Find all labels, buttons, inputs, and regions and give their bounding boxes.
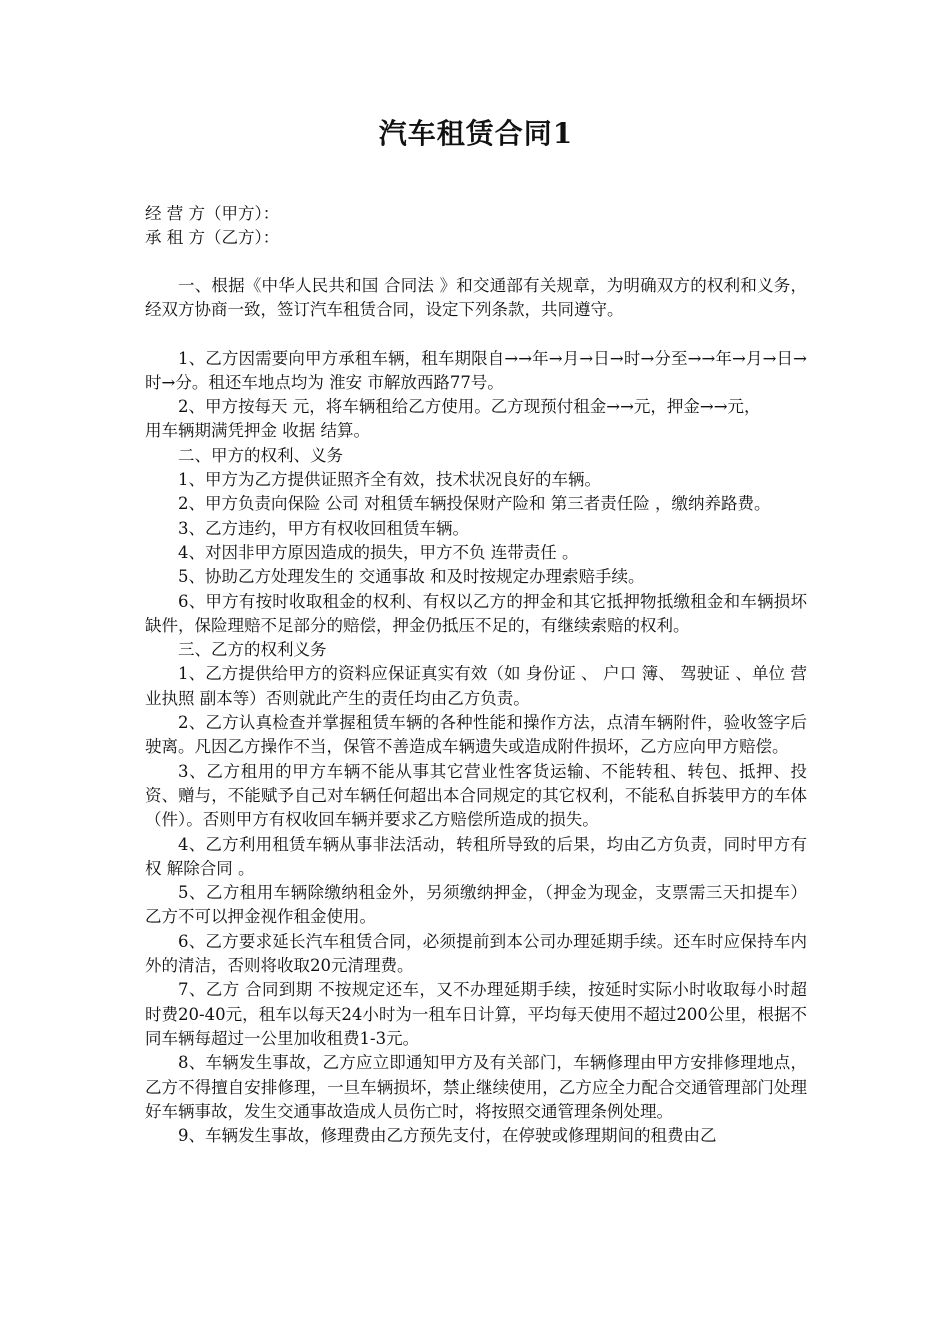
contract-paragraph: 7、乙方 合同到期 不按规定还车，又不办理延期手续，按延时实际小时收取每小时超时费20-40元，租车以每天24小时为一租车日计算，平均每天使用不超过200公里，根据不同车辆每超过一公里加收租费1-3元。 — [145, 980, 807, 1048]
contract-paragraph: 9、车辆发生事故，修理费由乙方预先支付，在停驶或修理期间的租费由乙 — [178, 1126, 717, 1146]
contract-paragraph: 5、乙方租用车辆除缴纳租金外，另须缴纳押金，（押金为现金，支票需三天扣提车）乙方不可以押金视作租金使用。 — [145, 883, 807, 927]
contract-paragraph: 1、甲方为乙方提供证照齐全有效，技术状况良好的车辆。 — [178, 470, 601, 490]
contract-paragraph: 一、根据《中华人民共和国 合同法 》和交通部有关规章，为明确双方的权利和义务，经双方协商一致，签订汽车租赁合同，设定下列条款，共同遵守。 — [145, 276, 807, 320]
parties-block — [145, 202, 807, 250]
contract-body — [145, 274, 807, 1148]
contract-paragraph: 2、甲方负责向保险 公司 对租赁车辆投保财产险和 第三者责任险 ，缴纳养路费。 — [178, 494, 771, 514]
contract-paragraph: 三、乙方的权利义务 — [178, 640, 327, 660]
contract-paragraph: 3、乙方违约，甲方有权收回租赁车辆。 — [178, 518, 469, 538]
contract-paragraph: 5、协助乙方处理发生的 交通事故 和及时按规定办理索赔手续。 — [178, 567, 645, 587]
document-page — [145, 112, 807, 1148]
contract-paragraph: 8、车辆发生事故，乙方应立即通知甲方及有关部门，车辆修理由甲方安排修理地点，乙方不得擅自安排修理，一旦车辆损坏，禁止继续使用，乙方应全力配合交通管理部门处理好车辆事故，发生交通事故造成人员伤亡时，将按照交通管理条例处理。 — [145, 1053, 807, 1121]
contract-paragraph: 用车辆期满凭押金 收据 结算。 — [145, 421, 370, 441]
contract-paragraph: 1、乙方因需要向甲方承租车辆，租车期限自→→年→月→日→时→分至→→年→月→日→时→分。租还车地点均为 淮安 市解放西路77号。 — [145, 348, 807, 392]
contract-paragraph: 2、甲方按每天 元，将车辆租给乙方使用。乙方现预付租金→→元，押金→→元， — [178, 397, 761, 417]
contract-paragraph: 4、乙方利用租赁车辆从事非法活动，转租所导致的后果，均由乙方负责，同时甲方有权 解除合同 。 — [145, 834, 807, 878]
contract-paragraph: 3、乙方租用的甲方车辆不能从事其它营业性客货运输、不能转租、转包、抵押、投资、赠与，不能赋予自己对车辆任何超出本合同规定的其它权利，不能私自拆装甲方的车体（件）。否则甲方有权收回车辆并要求乙方赔偿所造成的损失。 — [145, 761, 807, 830]
party-lessor: 经 营 方（甲方）： — [145, 204, 280, 223]
contract-paragraph: 2、乙方认真检查并掌握租赁车辆的各种性能和操作方法，点清车辆附件，验收签字后驶离。凡因乙方操作不当，保管不善造成车辆遗失或造成附件损坏，乙方应向甲方赔偿。 — [145, 713, 807, 757]
contract-paragraph: 4、对因非甲方原因造成的损失，甲方不负 连带责任 。 — [178, 542, 579, 562]
contract-paragraph: 1、乙方提供给甲方的资料应保证真实有效（如 身份证 、 户口 簿、 驾驶证 、单位 营业执照 副本等）否则就此产生的责任均由乙方负责。 — [145, 664, 807, 708]
contract-paragraph: 6、甲方有按时收取租金的权利、有权以乙方的押金和其它抵押物抵缴租金和车辆损坏缺件，保险理赔不足部分的赔偿，押金仍抵压不足的，有继续索赔的权利。 — [145, 591, 807, 635]
party-lessee: 承 租 方（乙方）： — [145, 228, 280, 247]
document-title: 汽车租赁合同1 — [378, 117, 574, 150]
contract-paragraph: 二、甲方的权利、义务 — [178, 445, 343, 465]
contract-paragraph: 6、乙方要求延长汽车租赁合同，必须提前到本公司办理延期手续。还车时应保持车内外的清洁，否则将收取20元清理费。 — [145, 931, 807, 976]
